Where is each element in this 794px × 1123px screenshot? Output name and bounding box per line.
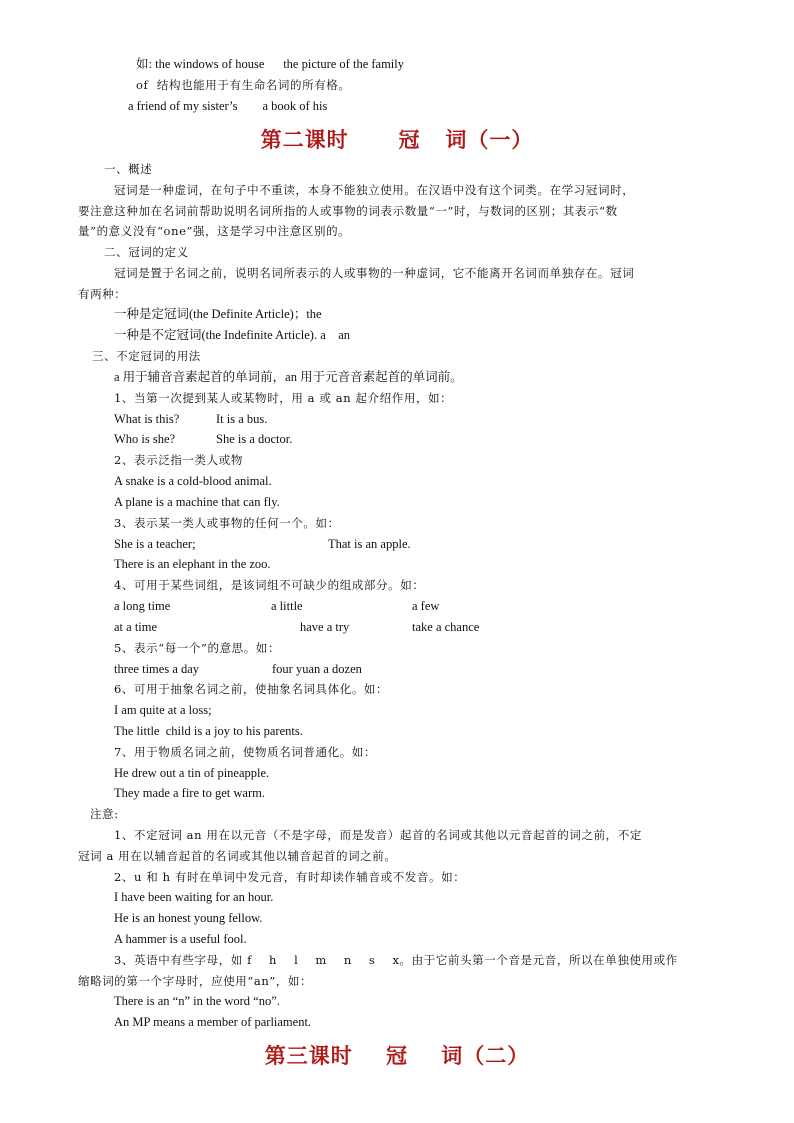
usage-1-example-1a: What is this?	[114, 412, 180, 426]
usage-4-phrase-4: at a time	[114, 620, 158, 634]
usage-7-example-2: They made a fire to get warm.	[114, 786, 265, 800]
section-3-title: 三、不定冠词的用法	[92, 349, 201, 363]
usage-6-title: 6、可用于抽象名词之前，使抽象名词具体化。如：	[114, 682, 389, 696]
section-1-paragraph-line-1: 冠词是一种虚词，在句子中不重读，本身不能独立使用。在汉语中没有这个词类。在学习冠词时，	[114, 183, 635, 197]
section-2-paragraph-line-2: 有两种：	[78, 287, 127, 301]
usage-5-title: 5、表示“每一个”的意思。如：	[114, 641, 281, 655]
section-2-title: 二、冠词的定义	[104, 245, 189, 259]
usage-4-phrase-2: a little	[271, 599, 303, 613]
section-1-title: 一、概述	[104, 162, 153, 176]
section-3-intro: a 用于辅音音素起首的单词前，an 用于元音音素起首的单词前。	[114, 370, 463, 384]
usage-1-title: 1、当第一次提到某人或某物时，用 a 或 an 起介绍作用，如：	[114, 391, 453, 405]
note-3-example-1: There is an “n” in the word “no”.	[114, 994, 280, 1008]
usage-5-example-1b: four yuan a dozen	[272, 662, 362, 676]
usage-4-phrase-6: take a chance	[412, 620, 480, 634]
usage-2-title: 2、表示泛指一类人或物	[114, 453, 243, 467]
lesson-2-heading: 第二课时 冠 词（一）	[260, 127, 534, 152]
usage-3-example-2: There is an elephant in the zoo.	[114, 557, 271, 571]
usage-3-title: 3、表示某一类人或事物的任何一个。如：	[114, 516, 340, 530]
usage-2-example-2: A plane is a machine that can fly.	[114, 495, 280, 509]
indefinite-article-line: 一种是不定冠词(the Indefinite Article). a an	[114, 328, 351, 342]
note-3-line-1: 3、英语中有些字母，如 f h l m n s x。由于它前头第一个音是元音，所以在单独使用或作	[114, 953, 678, 967]
usage-1-example-1b: It is a bus.	[216, 412, 268, 426]
usage-1-example-2b: She is a doctor.	[216, 432, 293, 446]
note-2-example-1: I have been waiting for an hour.	[114, 890, 274, 904]
section-2-paragraph-line-1: 冠词是置于名词之前，说明名词所表示的人或事物的一种虚词，它不能离开名词而单独存在。冠词	[114, 266, 635, 280]
usage-7-title: 7、用于物质名词之前，使物质名词普通化。如：	[114, 745, 377, 759]
note-1-line-1: 1、不定冠词 an 用在以元音（不是字母，而是发音）起首的名词或其他以元音起首的词之前，不定	[114, 828, 642, 842]
note-2-example-2: He is an honest young fellow.	[114, 911, 263, 925]
usage-3-example-1b: That is an apple.	[328, 537, 411, 551]
note-2-title: 2、u 和 h 有时在单词中发元音，有时却读作辅音或不发音。如：	[114, 870, 466, 884]
usage-5-example-1a: three times a day	[114, 662, 200, 676]
note-of-structure: of 结构也能用于有生命名词的所有格。	[136, 78, 351, 92]
note-1-line-2: 冠词 a 用在以辅音起首的名词或其他以辅音起首的词之前。	[78, 849, 397, 863]
usage-6-example-2: The little child is a joy to his parents.	[114, 724, 303, 738]
definite-article-line: 一种是定冠词(the Definite Article)；the	[114, 307, 322, 321]
note-title: 注意:	[90, 807, 119, 821]
usage-3-example-1a: She is a teacher;	[114, 537, 196, 551]
note-3-example-2: An MP means a member of parliament.	[114, 1015, 312, 1029]
note-2-example-3: A hammer is a useful fool.	[114, 932, 247, 946]
section-1-paragraph-line-3: 量”的意义没有“one”强，这是学习中注意区别的。	[78, 224, 351, 238]
example-line-possessive: a friend of my sister’s a book of his	[128, 99, 328, 113]
usage-4-phrase-5: have a try	[300, 620, 350, 634]
usage-4-phrase-1: a long time	[114, 599, 171, 613]
note-3-line-2: 缩略词的第一个字母时，应使用“an”，如：	[78, 974, 313, 988]
lesson-3-heading: 第三课时 冠 词（二）	[264, 1043, 530, 1068]
usage-2-example-1: A snake is a cold-blood animal.	[114, 474, 272, 488]
usage-1-example-2a: Who is she?	[114, 432, 176, 446]
usage-4-title: 4、可用于某些词组，是该词组不可缺少的组成部分。如：	[114, 578, 425, 592]
usage-4-phrase-3: a few	[412, 599, 440, 613]
usage-6-example-1: I am quite at a loss;	[114, 703, 212, 717]
section-1-paragraph-line-2: 要注意这种加在名词前帮助说明名词所指的人或事物的词表示数量“一”时，与数词的区别；其表示“数	[78, 204, 618, 218]
example-line-of-structure: 如: the windows of house the picture of the family	[136, 57, 404, 71]
usage-7-example-1: He drew out a tin of pineapple.	[114, 766, 270, 780]
